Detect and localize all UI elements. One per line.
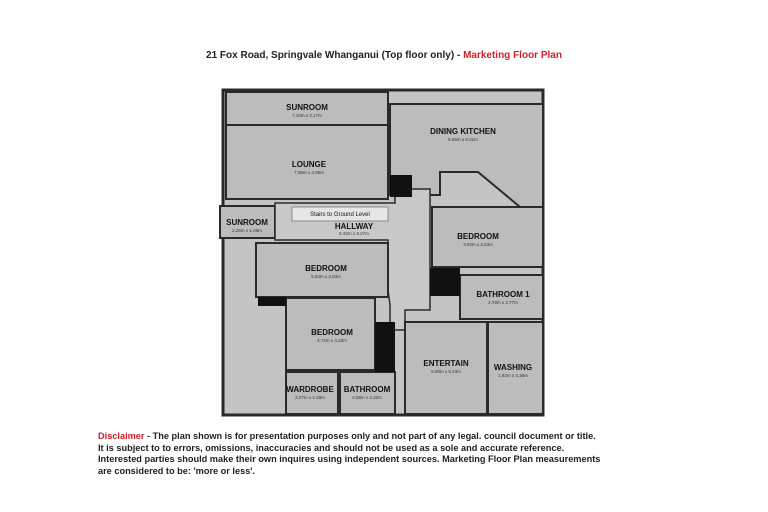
room-label-hallway: HALLWAY xyxy=(334,222,374,231)
room-dims-bedroom-lower: 4.72m x 4.20m xyxy=(317,338,347,343)
room-label-lounge: LOUNGE xyxy=(291,160,327,169)
room-dims-dining-kitchen: 6.56m x 6.01m xyxy=(448,137,478,142)
disclaimer xyxy=(98,431,698,477)
room-label-bedroom-right: BEDROOM xyxy=(457,232,499,241)
room-dims-bathroom-1: 2.78m x 2.77m xyxy=(488,300,518,305)
room-label-entertain: ENTERTAIN xyxy=(423,359,469,368)
room-label-dining-kitchen: DINING KITCHEN xyxy=(430,127,496,136)
disclaimer-separator: - xyxy=(144,431,153,441)
room-dims-bedroom-right: 3.92m x 3.63m xyxy=(463,242,493,247)
room-label-bedroom-middle: BEDROOM xyxy=(305,264,347,273)
wall-block-1 xyxy=(390,175,412,197)
address-text: 21 Fox Road, Springvale Whanganui (Top floor only) xyxy=(206,50,455,61)
disclaimer-line-3: Interested parties should make their own inquires using independent sources. Marketing Floor Plan measurements xyxy=(98,454,601,464)
room-dims-sunroom-top: 7.10m x 2.17m xyxy=(292,113,322,118)
wall-block-4 xyxy=(258,297,286,306)
room-label-bathroom-1: BATHROOM 1 xyxy=(476,290,530,299)
room-label-bathroom: BATHROOM xyxy=(343,385,391,394)
disclaimer-text-1: The plan shown is for presentation purposes only and not part of any legal. council document or title. xyxy=(152,431,596,441)
room-dims-sunroom-side: 2.28m x 1.08m xyxy=(232,228,262,233)
disclaimer-line-1 xyxy=(98,431,698,443)
plan-type-text: Marketing Floor Plan xyxy=(463,50,562,61)
room-dims-wardrobe: 2.27m x 2.48m xyxy=(295,395,325,400)
disclaimer-line-2: It is subject to to errors, omissions, inaccuracies and should not be used as a sole and accurate reference. xyxy=(98,442,565,453)
wall-block-2 xyxy=(430,268,460,296)
title-separator: - xyxy=(454,50,464,61)
disclaimer-line-4: are considered to be: 'more or less'. xyxy=(98,465,256,476)
room-entertain xyxy=(405,322,487,414)
stairs-label: Stairs to Ground Level xyxy=(310,212,370,218)
room-dims-washing: 1.92m x 4.36m xyxy=(498,373,528,378)
room-dims-bathroom: 2.08m x 2.32m xyxy=(352,395,382,400)
room-label-sunroom-side: SUNROOM xyxy=(226,218,268,227)
room-label-wardrobe: WARDROBE xyxy=(286,385,334,394)
room-dims-lounge: 7.08m x 4.06m xyxy=(294,170,324,175)
wall-block-3 xyxy=(375,322,395,372)
disclaimer-heading: Disclaimer xyxy=(98,431,145,441)
room-dims-entertain: 5.08m x 5.43m xyxy=(431,369,461,374)
room-label-washing: WASHING xyxy=(493,363,533,372)
room-dims-hallway: 8.33m x 8.27m xyxy=(339,231,369,236)
room-dims-bedroom-middle: 5.04m x 3.04m xyxy=(311,274,341,279)
room-label-sunroom-top: SUNROOM xyxy=(286,103,328,112)
room-label-bedroom-lower: BEDROOM xyxy=(311,328,353,337)
